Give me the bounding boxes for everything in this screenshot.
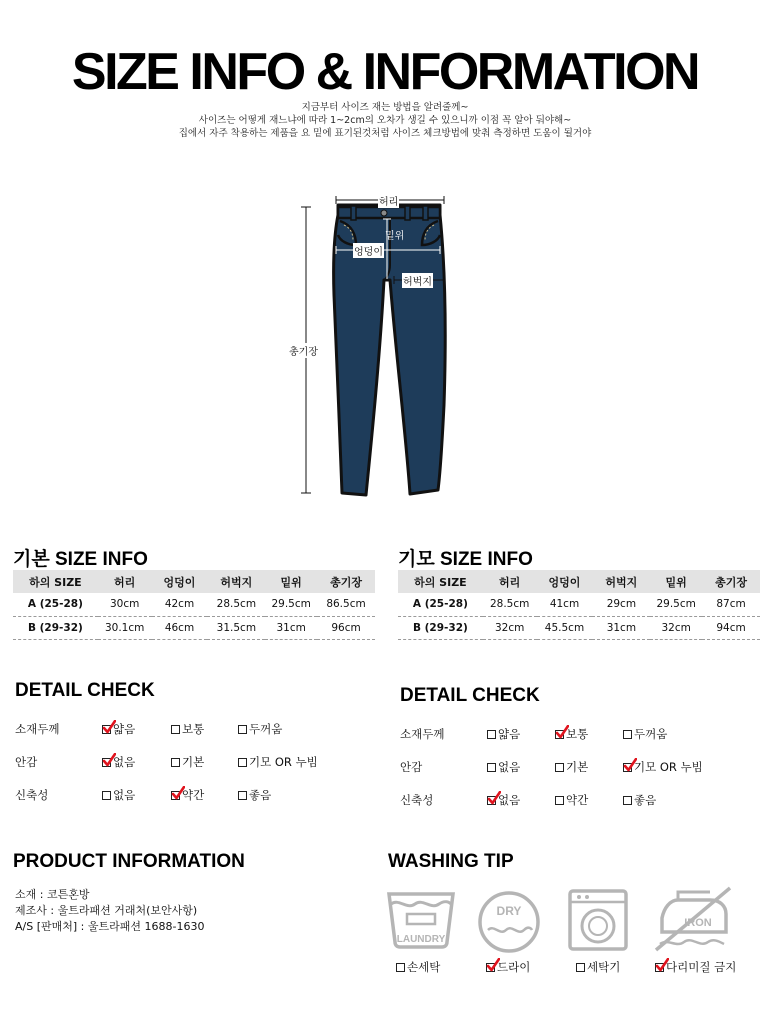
checkmark-icon <box>171 786 185 800</box>
column-header: 하의 SIZE <box>398 570 483 593</box>
checkbox-icon <box>396 963 405 972</box>
measurement-cell: 31cm <box>592 616 650 639</box>
column-header: 총기장 <box>317 570 375 593</box>
column-header: 허리 <box>98 570 152 593</box>
column-header: 허벅지 <box>592 570 650 593</box>
option-label: 드라이 <box>497 960 531 974</box>
column-header: 밑위 <box>650 570 702 593</box>
checkbox-icon <box>238 725 247 734</box>
table-row <box>398 593 760 616</box>
check-option <box>102 721 135 737</box>
size-cell: A (25-28) <box>398 593 483 616</box>
check-option <box>555 792 588 808</box>
checkmark-icon <box>102 753 116 767</box>
option-label: 약간 <box>566 793 589 807</box>
laundry-icon-text: LAUNDRY <box>396 934 446 945</box>
check-option <box>555 726 588 742</box>
detail-check-fleece-title: DETAIL CHECK <box>400 685 540 706</box>
check-option <box>171 721 204 737</box>
measurement-cell: 30.1cm <box>98 616 152 639</box>
check-option <box>555 759 588 775</box>
measurement-cell: 28.5cm <box>483 593 537 616</box>
measurement-cell: 31cm <box>265 616 317 639</box>
detail-check-basic-title: DETAIL CHECK <box>15 680 155 701</box>
checked-box-icon <box>486 963 495 972</box>
option-label: 없음 <box>498 760 521 774</box>
checkmark-icon <box>623 758 637 772</box>
option-label: 없음 <box>498 793 521 807</box>
column-header: 엉덩이 <box>152 570 208 593</box>
check-option <box>623 792 656 808</box>
fleece-size-title: 기모 SIZE INFO <box>398 549 533 570</box>
check-option <box>171 787 204 803</box>
column-header: 허벅지 <box>207 570 265 593</box>
check-option <box>487 792 520 808</box>
option-label: 좋음 <box>634 793 657 807</box>
iron-icon-text: IRON <box>684 917 712 929</box>
check-option <box>487 759 520 775</box>
option-label: 기모 OR 누빔 <box>249 755 318 769</box>
check-row-label: 신축성 <box>15 788 49 802</box>
measurement-cell: 87cm <box>702 593 760 616</box>
checkbox-icon <box>238 791 247 800</box>
measurement-cell: 46cm <box>152 616 208 639</box>
measurement-cell: 45.5cm <box>537 616 593 639</box>
option-label: 얇음 <box>113 722 136 736</box>
dry-icon-text: DRY <box>496 904 522 918</box>
product-material: 소재 : 코튼혼방 <box>15 888 90 901</box>
measurement-cell: 28.5cm <box>207 593 265 616</box>
checked-box-icon <box>102 725 111 734</box>
check-option <box>238 721 282 737</box>
option-label: 얇음 <box>498 727 521 741</box>
table-header-row <box>398 570 760 593</box>
intro-line: 사이즈는 어떻게 재느냐에 따라 1~2cm의 오차가 생길 수 있으니까 이점 꼭 알아 둬야해~ <box>198 115 572 126</box>
basic-size-table <box>13 570 375 640</box>
check-option <box>623 726 667 742</box>
pants-diagram <box>270 185 500 505</box>
washing-tip-title: WASHING TIP <box>388 851 514 872</box>
intro-text <box>0 101 770 140</box>
hip-label: 엉덩이 <box>353 243 384 258</box>
checkbox-icon <box>171 725 180 734</box>
column-header: 총기장 <box>702 570 760 593</box>
size-cell: A (25-28) <box>13 593 98 616</box>
hand-wash-icon <box>385 888 457 950</box>
checkbox-icon <box>238 758 247 767</box>
option-label: 두꺼움 <box>249 722 283 736</box>
dry-clean-icon <box>476 890 542 954</box>
check-row-label: 안감 <box>400 760 423 774</box>
check-option <box>487 726 520 742</box>
product-maker: 제조사 : 울트라패션 거래처(보안사항) <box>15 904 198 917</box>
rise-label: 밑위 <box>385 231 405 242</box>
check-row-label: 소재두께 <box>15 722 60 736</box>
product-info-title: PRODUCT INFORMATION <box>13 851 245 872</box>
option-label: 손세탁 <box>407 960 441 974</box>
measurement-cell: 86.5cm <box>317 593 375 616</box>
table-header-row <box>13 570 375 593</box>
measurement-cell: 32cm <box>650 616 702 639</box>
product-as: A/S [판매처] : 울트라패션 1688-1630 <box>15 920 205 933</box>
check-option <box>238 754 318 770</box>
column-header: 엉덩이 <box>537 570 593 593</box>
washing-option <box>486 959 530 975</box>
measurement-cell: 94cm <box>702 616 760 639</box>
checked-box-icon <box>623 763 632 772</box>
check-row-label: 소재두께 <box>400 727 445 741</box>
checkbox-icon <box>487 730 496 739</box>
measurement-cell: 30cm <box>98 593 152 616</box>
option-label: 다리미질 금지 <box>666 960 737 974</box>
table-row <box>13 593 375 616</box>
option-label: 기본 <box>182 755 205 769</box>
checkbox-icon <box>555 796 564 805</box>
fleece-size-table <box>398 570 760 640</box>
measurement-cell: 32cm <box>483 616 537 639</box>
measurement-cell: 29cm <box>592 593 650 616</box>
length-label: 총기장 <box>288 343 319 358</box>
checked-box-icon <box>655 963 664 972</box>
checkbox-icon <box>576 963 585 972</box>
page-title: SIZE INFO & INFORMATION <box>71 43 699 101</box>
option-label: 보통 <box>566 727 589 741</box>
option-label: 기본 <box>566 760 589 774</box>
measurement-cell: 42cm <box>152 593 208 616</box>
checkbox-icon <box>102 791 111 800</box>
checkmark-icon <box>555 725 569 739</box>
measurement-cell: 96cm <box>317 616 375 639</box>
option-label: 없음 <box>113 788 136 802</box>
option-label: 없음 <box>113 755 136 769</box>
check-option <box>102 787 135 803</box>
washing-option <box>655 959 736 975</box>
no-iron-icon <box>652 884 734 954</box>
checked-box-icon <box>487 796 496 805</box>
checkbox-icon <box>171 758 180 767</box>
measurement-cell: 29.5cm <box>265 593 317 616</box>
check-option <box>623 759 703 775</box>
column-header: 밑위 <box>265 570 317 593</box>
column-header: 허리 <box>483 570 537 593</box>
measurement-cell: 29.5cm <box>650 593 702 616</box>
table-row <box>398 616 760 639</box>
checked-box-icon <box>171 791 180 800</box>
checkbox-icon <box>487 763 496 772</box>
washing-machine-icon <box>567 888 629 952</box>
checkmark-icon <box>655 958 669 972</box>
check-option <box>102 754 135 770</box>
size-cell: B (29-32) <box>398 616 483 639</box>
washing-option <box>576 959 620 975</box>
option-label: 보통 <box>182 722 205 736</box>
size-cell: B (29-32) <box>13 616 98 639</box>
checkmark-icon <box>487 791 501 805</box>
checkbox-icon <box>623 796 632 805</box>
checkbox-icon <box>555 763 564 772</box>
option-label: 세탁기 <box>587 960 621 974</box>
option-label: 기모 OR 누빔 <box>634 760 703 774</box>
intro-line: 집에서 자주 착용하는 제품을 요 밑에 표기된것처럼 사이즈 체크방법에 맞춰 측정하면 도움이 될거야 <box>178 128 592 139</box>
intro-line: 지금부터 사이즈 재는 방법을 알려줄께~ <box>301 102 469 113</box>
checkmark-icon <box>486 958 500 972</box>
option-label: 두꺼움 <box>634 727 668 741</box>
checkmark-icon <box>102 720 116 734</box>
waist-label: 허리 <box>378 193 399 208</box>
check-option <box>238 787 271 803</box>
check-row-label: 신축성 <box>400 793 434 807</box>
measurement-cell: 31.5cm <box>207 616 265 639</box>
washing-option <box>396 959 440 975</box>
thigh-label: 허벅지 <box>402 273 433 288</box>
check-row-label: 안감 <box>15 755 38 769</box>
option-label: 좋음 <box>249 788 272 802</box>
checked-box-icon <box>102 758 111 767</box>
checked-box-icon <box>555 730 564 739</box>
checkbox-icon <box>623 730 632 739</box>
measurement-cell: 41cm <box>537 593 593 616</box>
table-row <box>13 616 375 639</box>
product-info-lines <box>15 887 204 935</box>
column-header: 하의 SIZE <box>13 570 98 593</box>
check-option <box>171 754 204 770</box>
option-label: 약간 <box>182 788 205 802</box>
basic-size-title: 기본 SIZE INFO <box>13 549 148 570</box>
